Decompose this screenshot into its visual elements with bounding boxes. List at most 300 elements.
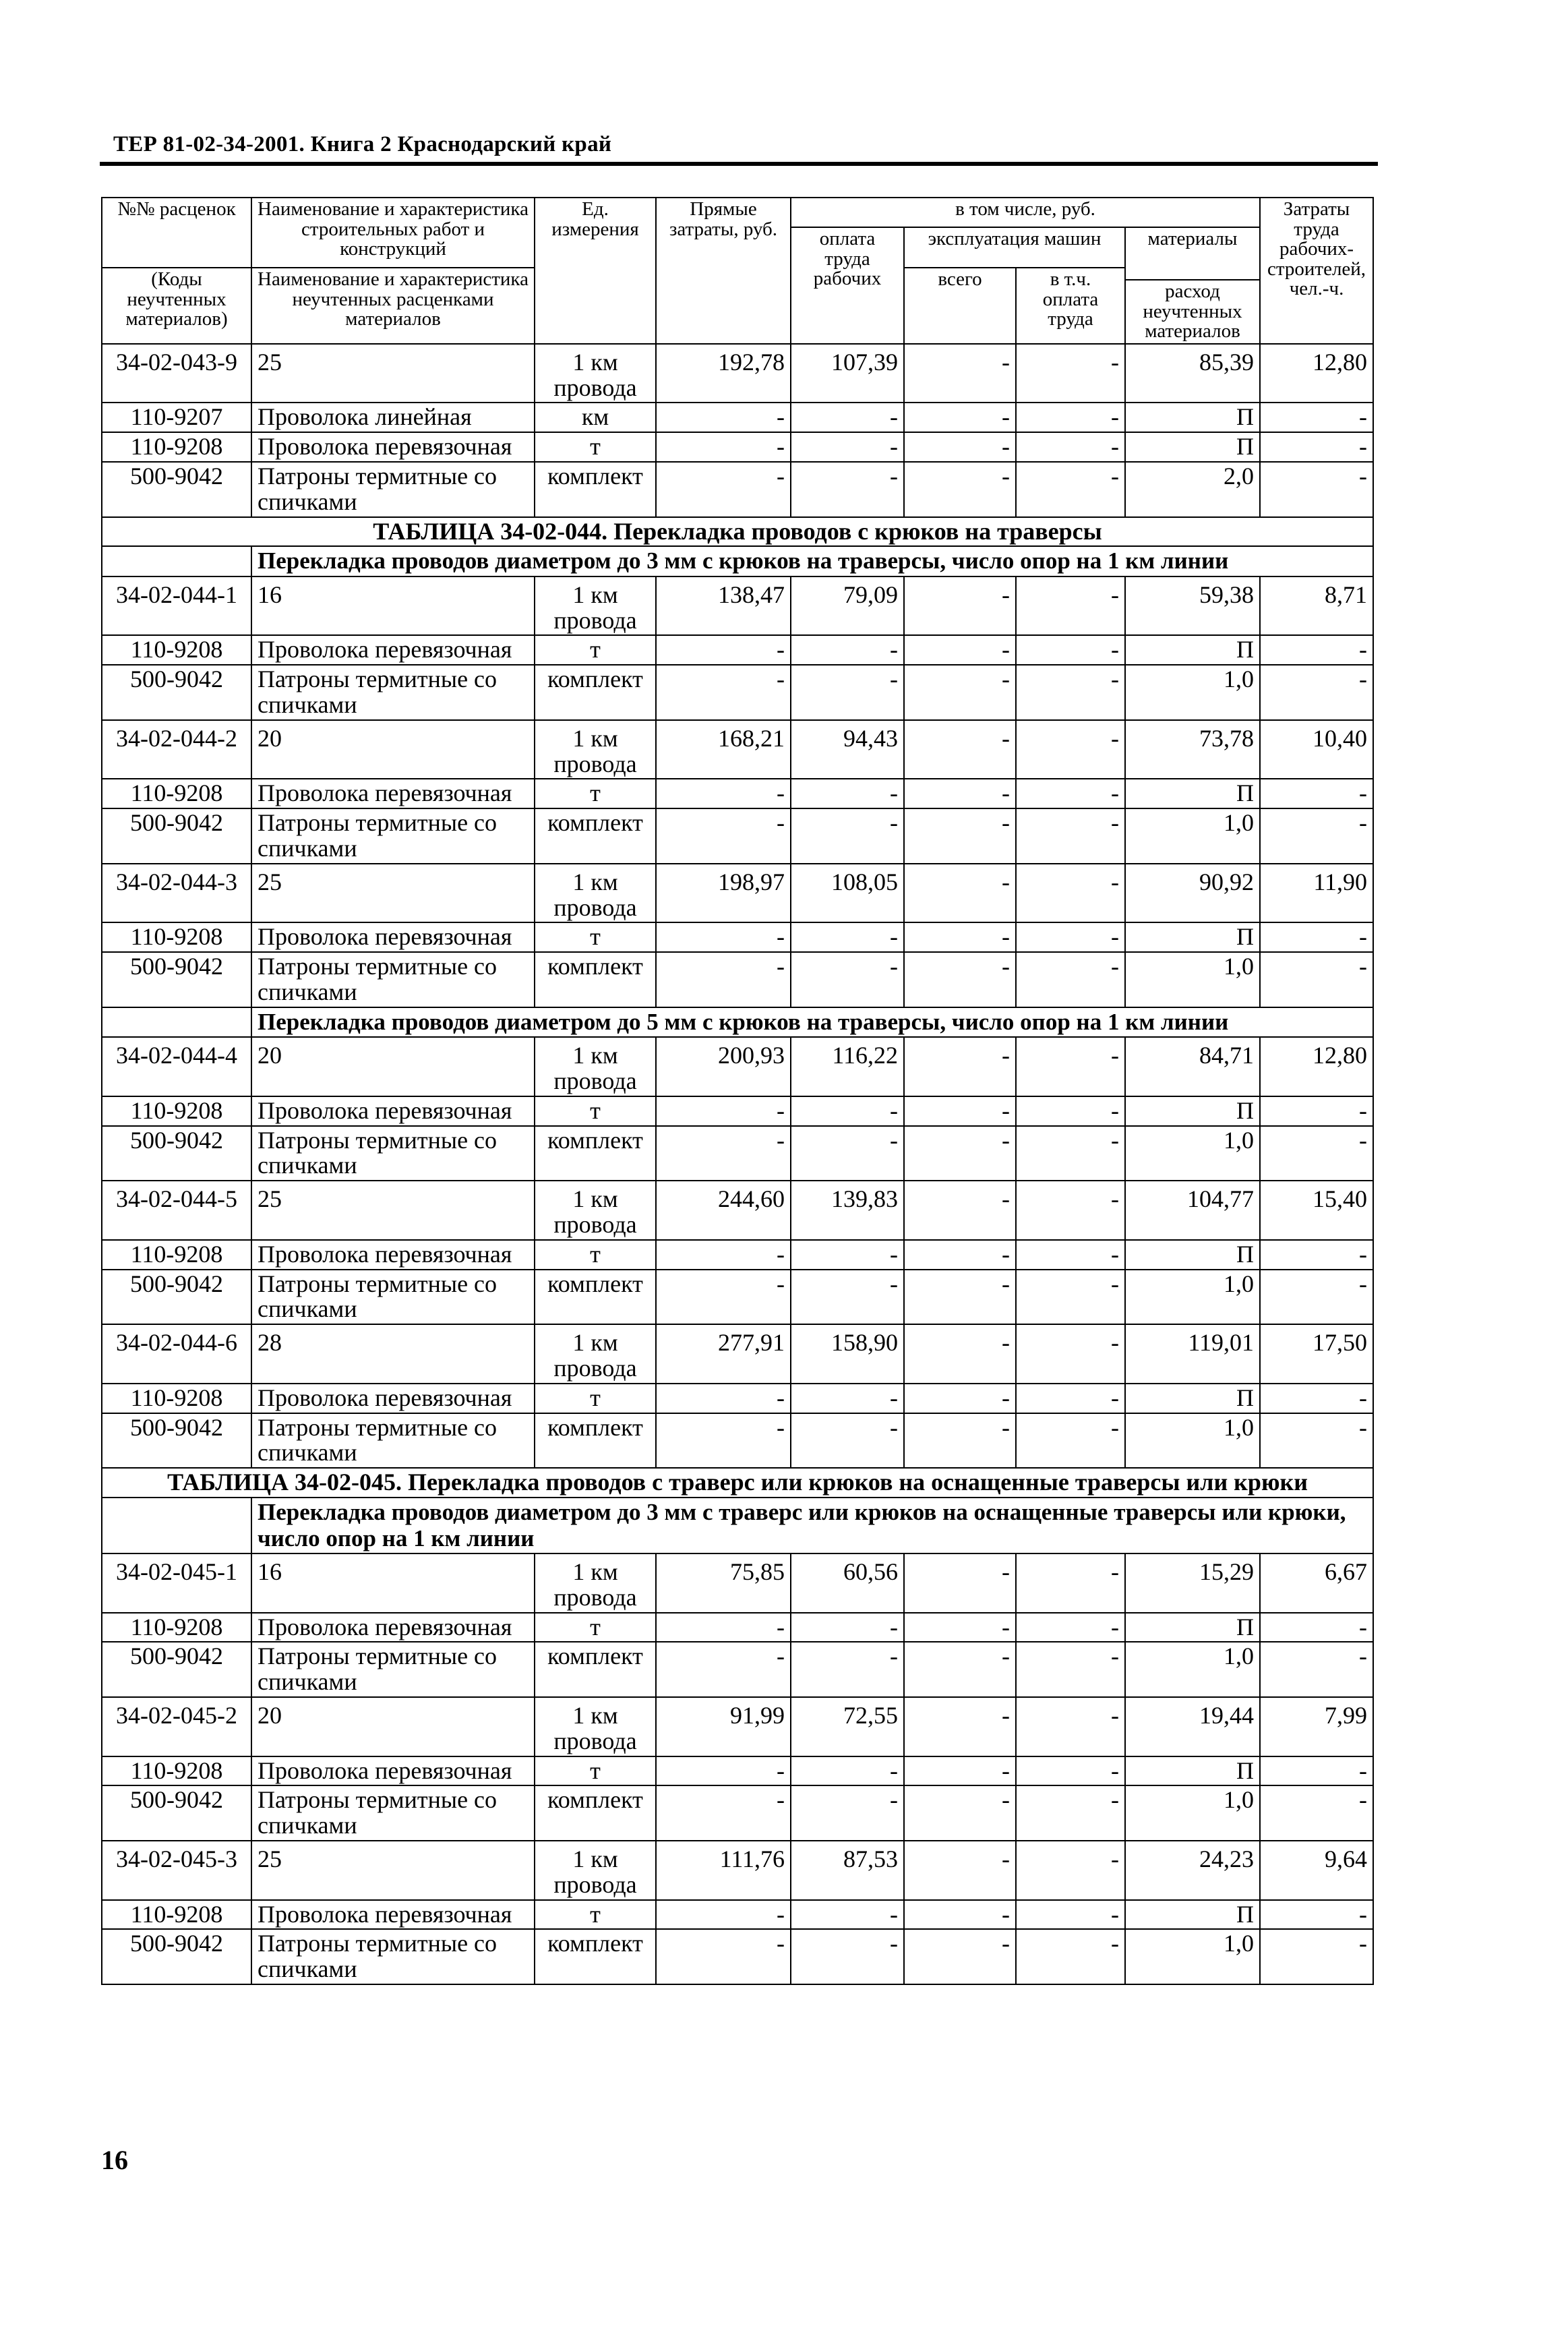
material-code: 500-9042 bbox=[102, 808, 251, 864]
machine-total-cell: - bbox=[904, 665, 1016, 720]
labor-cell: - bbox=[1260, 1126, 1373, 1181]
material-row bbox=[102, 462, 1373, 517]
header-materials-unaccounted: расход неучтенных материалов bbox=[1125, 280, 1260, 344]
material-code: 110-9208 bbox=[102, 1240, 251, 1270]
material-row bbox=[102, 922, 1373, 952]
header-machine-total: всего bbox=[904, 268, 1016, 344]
material-code: 110-9208 bbox=[102, 635, 251, 665]
wage-cell: - bbox=[791, 1240, 904, 1270]
machine-total-cell: - bbox=[904, 720, 1016, 779]
machine-wage-cell: - bbox=[1016, 403, 1125, 432]
material-code: 110-9208 bbox=[102, 1096, 251, 1126]
wage-cell: - bbox=[791, 1785, 904, 1841]
header-machine-wage: в т.ч. оплата труда bbox=[1016, 268, 1125, 344]
direct-cost-cell: 277,91 bbox=[656, 1324, 791, 1384]
machine-total-cell: - bbox=[904, 1697, 1016, 1756]
wage-cell: 87,53 bbox=[791, 1841, 904, 1900]
labor-cell: 10,40 bbox=[1260, 720, 1373, 779]
labor-cell: - bbox=[1260, 1096, 1373, 1126]
machine-wage-cell: - bbox=[1016, 864, 1125, 923]
unit-cell: комплект bbox=[535, 1785, 656, 1841]
material-row bbox=[102, 1900, 1373, 1930]
material-row bbox=[102, 665, 1373, 720]
labor-cell: - bbox=[1260, 922, 1373, 952]
machine-total-cell: - bbox=[904, 779, 1016, 808]
unit-cell: км bbox=[535, 403, 656, 432]
direct-cost-cell: 138,47 bbox=[656, 576, 791, 636]
material-name: Проволока перевязочная bbox=[251, 635, 535, 665]
blank-cell bbox=[102, 1007, 251, 1038]
material-name: Патроны термитные со спичками bbox=[251, 1785, 535, 1841]
material-name: Проволока перевязочная bbox=[251, 1240, 535, 1270]
wage-cell: - bbox=[791, 432, 904, 462]
rate-code: 34-02-045-3 bbox=[102, 1841, 251, 1900]
material-row bbox=[102, 952, 1373, 1007]
rate-code: 34-02-045-2 bbox=[102, 1697, 251, 1756]
machine-total-cell: - bbox=[904, 1756, 1016, 1786]
unit-cell: комплект bbox=[535, 1929, 656, 1984]
section-title-row bbox=[102, 1468, 1373, 1498]
material-code: 110-9208 bbox=[102, 432, 251, 462]
direct-cost-cell: - bbox=[656, 1900, 791, 1930]
rates-table bbox=[101, 197, 1374, 1985]
machine-wage-cell: - bbox=[1016, 1324, 1125, 1384]
unit-cell: 1 км провода bbox=[535, 1037, 656, 1096]
machine-wage-cell: - bbox=[1016, 1642, 1125, 1697]
machine-total-cell: - bbox=[904, 344, 1016, 403]
material-code: 110-9208 bbox=[102, 922, 251, 952]
labor-cell: - bbox=[1260, 432, 1373, 462]
wage-cell: - bbox=[791, 462, 904, 517]
material-name: Патроны термитные со спичками bbox=[251, 1929, 535, 1984]
material-code: 500-9042 bbox=[102, 1126, 251, 1181]
machine-wage-cell: - bbox=[1016, 1785, 1125, 1841]
material-name: Патроны термитные со спичками bbox=[251, 1126, 535, 1181]
section-title: ТАБЛИЦА 34-02-045. Перекладка проводов с траверс или крюков на оснащенные траверсы или крюки bbox=[102, 1468, 1373, 1498]
rate-name: 16 bbox=[251, 1553, 535, 1613]
materials-cell: 1,0 bbox=[1125, 1413, 1260, 1469]
direct-cost-cell: 200,93 bbox=[656, 1037, 791, 1096]
labor-cell: - bbox=[1260, 808, 1373, 864]
table-header bbox=[102, 198, 1373, 344]
material-code: 110-9208 bbox=[102, 1613, 251, 1642]
section-subtitle-row bbox=[102, 1498, 1373, 1553]
material-row bbox=[102, 1384, 1373, 1413]
rate-row bbox=[102, 1697, 1373, 1756]
material-row bbox=[102, 779, 1373, 808]
unit-cell: 1 км провода bbox=[535, 1181, 656, 1240]
direct-cost-cell: 91,99 bbox=[656, 1697, 791, 1756]
material-name: Патроны термитные со спичками bbox=[251, 808, 535, 864]
unit-cell: 1 км провода bbox=[535, 1841, 656, 1900]
labor-cell: - bbox=[1260, 1413, 1373, 1469]
machine-wage-cell: - bbox=[1016, 1697, 1125, 1756]
machine-total-cell: - bbox=[904, 1324, 1016, 1384]
machine-total-cell: - bbox=[904, 1181, 1016, 1240]
unit-cell: т bbox=[535, 1756, 656, 1786]
machine-wage-cell: - bbox=[1016, 922, 1125, 952]
machine-total-cell: - bbox=[904, 1126, 1016, 1181]
rate-code: 34-02-044-2 bbox=[102, 720, 251, 779]
material-row bbox=[102, 1929, 1373, 1984]
unit-cell: комплект bbox=[535, 952, 656, 1007]
unit-cell: т bbox=[535, 779, 656, 808]
materials-cell: 1,0 bbox=[1125, 808, 1260, 864]
rate-name: 25 bbox=[251, 344, 535, 403]
section-subtitle: Перекладка проводов диаметром до 3 мм с крюков на траверсы, число опор на 1 км линии bbox=[251, 546, 1373, 576]
rate-name: 25 bbox=[251, 1181, 535, 1240]
material-code: 110-9207 bbox=[102, 403, 251, 432]
wage-cell: 108,05 bbox=[791, 864, 904, 923]
machine-wage-cell: - bbox=[1016, 1384, 1125, 1413]
machine-total-cell: - bbox=[904, 462, 1016, 517]
section-subtitle-row bbox=[102, 1007, 1373, 1038]
materials-cell: П bbox=[1125, 1096, 1260, 1126]
machine-total-cell: - bbox=[904, 952, 1016, 1007]
unit-cell: 1 км провода bbox=[535, 344, 656, 403]
machine-wage-cell: - bbox=[1016, 1613, 1125, 1642]
rate-name: 20 bbox=[251, 1697, 535, 1756]
direct-cost-cell: - bbox=[656, 1613, 791, 1642]
header-materials-group: материалы bbox=[1125, 227, 1260, 280]
unit-cell: комплект bbox=[535, 1642, 656, 1697]
material-row bbox=[102, 808, 1373, 864]
direct-cost-cell: - bbox=[656, 922, 791, 952]
labor-cell: - bbox=[1260, 403, 1373, 432]
material-name: Проволока перевязочная bbox=[251, 922, 535, 952]
labor-cell: - bbox=[1260, 1240, 1373, 1270]
machine-total-cell: - bbox=[904, 808, 1016, 864]
direct-cost-cell: - bbox=[656, 1096, 791, 1126]
materials-cell: П bbox=[1125, 403, 1260, 432]
header-name-bottom: Наименование и характеристика неучтенных расценками материалов bbox=[251, 268, 535, 344]
direct-cost-cell: - bbox=[656, 1413, 791, 1469]
direct-cost-cell: 75,85 bbox=[656, 1553, 791, 1613]
material-name: Проволока перевязочная bbox=[251, 1756, 535, 1786]
wage-cell: - bbox=[791, 922, 904, 952]
materials-cell: 1,0 bbox=[1125, 665, 1260, 720]
materials-cell: П bbox=[1125, 1384, 1260, 1413]
unit-cell: т bbox=[535, 922, 656, 952]
direct-cost-cell: 111,76 bbox=[656, 1841, 791, 1900]
wage-cell: 79,09 bbox=[791, 576, 904, 636]
machine-wage-cell: - bbox=[1016, 1841, 1125, 1900]
blank-cell bbox=[102, 1498, 251, 1553]
direct-cost-cell: - bbox=[656, 1929, 791, 1984]
header-unit: Ед. измерения bbox=[535, 198, 656, 344]
material-name: Проволока перевязочная bbox=[251, 1613, 535, 1642]
material-name: Проволока перевязочная bbox=[251, 1096, 535, 1126]
unit-cell: комплект bbox=[535, 1413, 656, 1469]
materials-cell: П bbox=[1125, 779, 1260, 808]
machine-total-cell: - bbox=[904, 1240, 1016, 1270]
section-title: ТАБЛИЦА 34-02-044. Перекладка проводов с крюков на траверсы bbox=[102, 517, 1373, 547]
machine-wage-cell: - bbox=[1016, 1181, 1125, 1240]
rate-row bbox=[102, 344, 1373, 403]
machine-total-cell: - bbox=[904, 1096, 1016, 1126]
machine-total-cell: - bbox=[904, 1642, 1016, 1697]
unit-cell: 1 км провода bbox=[535, 720, 656, 779]
material-row bbox=[102, 1613, 1373, 1642]
materials-cell: 19,44 bbox=[1125, 1697, 1260, 1756]
header-direct-costs: Прямые затраты, руб. bbox=[656, 198, 791, 344]
unit-cell: т bbox=[535, 432, 656, 462]
wage-cell: - bbox=[791, 665, 904, 720]
rate-code: 34-02-044-6 bbox=[102, 1324, 251, 1384]
material-code: 500-9042 bbox=[102, 1413, 251, 1469]
header-wage: оплата труда рабочих bbox=[791, 227, 904, 344]
unit-cell: т bbox=[535, 1900, 656, 1930]
material-name: Проволока линейная bbox=[251, 403, 535, 432]
wage-cell: 72,55 bbox=[791, 1697, 904, 1756]
labor-cell: - bbox=[1260, 779, 1373, 808]
materials-cell: П bbox=[1125, 922, 1260, 952]
rate-row bbox=[102, 1181, 1373, 1240]
material-row bbox=[102, 1642, 1373, 1697]
machine-wage-cell: - bbox=[1016, 576, 1125, 636]
unit-cell: т bbox=[535, 635, 656, 665]
labor-cell: - bbox=[1260, 462, 1373, 517]
machine-wage-cell: - bbox=[1016, 1413, 1125, 1469]
machine-wage-cell: - bbox=[1016, 635, 1125, 665]
machine-wage-cell: - bbox=[1016, 720, 1125, 779]
materials-cell: П bbox=[1125, 432, 1260, 462]
materials-cell: 90,92 bbox=[1125, 864, 1260, 923]
rate-row bbox=[102, 1841, 1373, 1900]
rate-code: 34-02-044-3 bbox=[102, 864, 251, 923]
direct-cost-cell: - bbox=[656, 462, 791, 517]
wage-cell: - bbox=[791, 808, 904, 864]
material-name: Патроны термитные со спичками bbox=[251, 1270, 535, 1325]
rate-row bbox=[102, 864, 1373, 923]
labor-cell: 12,80 bbox=[1260, 344, 1373, 403]
rate-code: 34-02-044-4 bbox=[102, 1037, 251, 1096]
rate-row bbox=[102, 1037, 1373, 1096]
direct-cost-cell: 168,21 bbox=[656, 720, 791, 779]
header-name-top: Наименование и характеристика строительных работ и конструкций bbox=[251, 198, 535, 268]
machine-wage-cell: - bbox=[1016, 1240, 1125, 1270]
labor-cell: 6,67 bbox=[1260, 1553, 1373, 1613]
material-name: Патроны термитные со спичками bbox=[251, 1413, 535, 1469]
unit-cell: 1 км провода bbox=[535, 1553, 656, 1613]
machine-total-cell: - bbox=[904, 1613, 1016, 1642]
header-code-top: №№ расценок bbox=[102, 198, 251, 268]
machine-wage-cell: - bbox=[1016, 1126, 1125, 1181]
direct-cost-cell: - bbox=[656, 1270, 791, 1325]
machine-wage-cell: - bbox=[1016, 1553, 1125, 1613]
material-code: 500-9042 bbox=[102, 1642, 251, 1697]
material-code: 500-9042 bbox=[102, 1929, 251, 1984]
machine-wage-cell: - bbox=[1016, 952, 1125, 1007]
materials-cell: 1,0 bbox=[1125, 1929, 1260, 1984]
wage-cell: - bbox=[791, 1413, 904, 1469]
material-code: 500-9042 bbox=[102, 462, 251, 517]
machine-total-cell: - bbox=[904, 922, 1016, 952]
materials-cell: 119,01 bbox=[1125, 1324, 1260, 1384]
wage-cell: 158,90 bbox=[791, 1324, 904, 1384]
material-row bbox=[102, 1413, 1373, 1469]
direct-cost-cell: - bbox=[656, 808, 791, 864]
machine-wage-cell: - bbox=[1016, 779, 1125, 808]
material-code: 500-9042 bbox=[102, 1785, 251, 1841]
material-name: Патроны термитные со спичками bbox=[251, 665, 535, 720]
material-name: Проволока перевязочная bbox=[251, 779, 535, 808]
materials-cell: П bbox=[1125, 1240, 1260, 1270]
wage-cell: 116,22 bbox=[791, 1037, 904, 1096]
rate-name: 28 bbox=[251, 1324, 535, 1384]
unit-cell: 1 км провода bbox=[535, 1324, 656, 1384]
wage-cell: - bbox=[791, 403, 904, 432]
unit-cell: комплект bbox=[535, 1126, 656, 1181]
material-row bbox=[102, 1785, 1373, 1841]
machine-wage-cell: - bbox=[1016, 1756, 1125, 1786]
unit-cell: комплект bbox=[535, 808, 656, 864]
materials-cell: 1,0 bbox=[1125, 1785, 1260, 1841]
rate-row bbox=[102, 720, 1373, 779]
direct-cost-cell: - bbox=[656, 1756, 791, 1786]
materials-cell: 104,77 bbox=[1125, 1181, 1260, 1240]
machine-total-cell: - bbox=[904, 635, 1016, 665]
wage-cell: 139,83 bbox=[791, 1181, 904, 1240]
machine-total-cell: - bbox=[904, 1900, 1016, 1930]
material-code: 500-9042 bbox=[102, 952, 251, 1007]
wage-cell: - bbox=[791, 1384, 904, 1413]
unit-cell: комплект bbox=[535, 1270, 656, 1325]
materials-cell: 1,0 bbox=[1125, 1642, 1260, 1697]
material-name: Патроны термитные со спичками bbox=[251, 1642, 535, 1697]
labor-cell: - bbox=[1260, 1613, 1373, 1642]
material-code: 110-9208 bbox=[102, 779, 251, 808]
direct-cost-cell: - bbox=[656, 1240, 791, 1270]
document-header: ТЕР 81-02-34-2001. Книга 2 Краснодарский край bbox=[113, 132, 612, 156]
labor-cell: - bbox=[1260, 635, 1373, 665]
labor-cell: 7,99 bbox=[1260, 1697, 1373, 1756]
machine-total-cell: - bbox=[904, 1384, 1016, 1413]
material-name: Проволока перевязочная bbox=[251, 1384, 535, 1413]
material-name: Патроны термитные со спичками bbox=[251, 952, 535, 1007]
material-row bbox=[102, 1126, 1373, 1181]
machine-total-cell: - bbox=[904, 1929, 1016, 1984]
material-code: 110-9208 bbox=[102, 1384, 251, 1413]
material-row bbox=[102, 403, 1373, 432]
materials-cell: П bbox=[1125, 1756, 1260, 1786]
direct-cost-cell: - bbox=[656, 1642, 791, 1697]
direct-cost-cell: - bbox=[656, 635, 791, 665]
header-code-bottom: (Коды неучтенных материалов) bbox=[102, 268, 251, 344]
direct-cost-cell: - bbox=[656, 403, 791, 432]
materials-cell: 15,29 bbox=[1125, 1553, 1260, 1613]
section-subtitle: Перекладка проводов диаметром до 5 мм с крюков на траверсы, число опор на 1 км линии bbox=[251, 1007, 1373, 1038]
material-row bbox=[102, 1756, 1373, 1786]
materials-cell: 1,0 bbox=[1125, 1270, 1260, 1325]
rate-code: 34-02-043-9 bbox=[102, 344, 251, 403]
direct-cost-cell: - bbox=[656, 1384, 791, 1413]
section-subtitle-row bbox=[102, 546, 1373, 576]
wage-cell: 94,43 bbox=[791, 720, 904, 779]
labor-cell: - bbox=[1260, 1929, 1373, 1984]
materials-cell: П bbox=[1125, 1900, 1260, 1930]
labor-cell: - bbox=[1260, 1900, 1373, 1930]
labor-cell: - bbox=[1260, 952, 1373, 1007]
wage-cell: 107,39 bbox=[791, 344, 904, 403]
materials-cell: 85,39 bbox=[1125, 344, 1260, 403]
rate-row bbox=[102, 576, 1373, 636]
materials-cell: 73,78 bbox=[1125, 720, 1260, 779]
direct-cost-cell: - bbox=[656, 1785, 791, 1841]
direct-cost-cell: - bbox=[656, 665, 791, 720]
materials-cell: П bbox=[1125, 1613, 1260, 1642]
labor-cell: - bbox=[1260, 1785, 1373, 1841]
materials-cell: П bbox=[1125, 635, 1260, 665]
material-name: Проволока перевязочная bbox=[251, 1900, 535, 1930]
wage-cell: - bbox=[791, 635, 904, 665]
labor-cell: - bbox=[1260, 665, 1373, 720]
labor-cell: 8,71 bbox=[1260, 576, 1373, 636]
materials-cell: 59,38 bbox=[1125, 576, 1260, 636]
labor-cell: 17,50 bbox=[1260, 1324, 1373, 1384]
unit-cell: 1 км провода bbox=[535, 576, 656, 636]
material-name: Проволока перевязочная bbox=[251, 432, 535, 462]
unit-cell: 1 км провода bbox=[535, 1697, 656, 1756]
rate-name: 20 bbox=[251, 1037, 535, 1096]
wage-cell: - bbox=[791, 1642, 904, 1697]
wage-cell: - bbox=[791, 1900, 904, 1930]
direct-cost-cell: - bbox=[656, 432, 791, 462]
machine-wage-cell: - bbox=[1016, 1929, 1125, 1984]
labor-cell: - bbox=[1260, 1756, 1373, 1786]
unit-cell: т bbox=[535, 1096, 656, 1126]
material-row bbox=[102, 1096, 1373, 1126]
labor-cell: 9,64 bbox=[1260, 1841, 1373, 1900]
wage-cell: - bbox=[791, 1270, 904, 1325]
blank-cell bbox=[102, 546, 251, 576]
wage-cell: - bbox=[791, 779, 904, 808]
labor-cell: - bbox=[1260, 1642, 1373, 1697]
direct-cost-cell: 198,97 bbox=[656, 864, 791, 923]
rate-name: 25 bbox=[251, 1841, 535, 1900]
section-subtitle: Перекладка проводов диаметром до 3 мм с траверс или крюков на оснащенные траверсы или крюки, число опор на 1 км линии bbox=[251, 1498, 1373, 1553]
machine-wage-cell: - bbox=[1016, 665, 1125, 720]
machine-wage-cell: - bbox=[1016, 1900, 1125, 1930]
material-name: Патроны термитные со спичками bbox=[251, 462, 535, 517]
materials-cell: 84,71 bbox=[1125, 1037, 1260, 1096]
materials-cell: 1,0 bbox=[1125, 952, 1260, 1007]
unit-cell: т bbox=[535, 1384, 656, 1413]
machine-wage-cell: - bbox=[1016, 462, 1125, 517]
machine-wage-cell: - bbox=[1016, 1096, 1125, 1126]
rate-name: 16 bbox=[251, 576, 535, 636]
direct-cost-cell: 244,60 bbox=[656, 1181, 791, 1240]
machine-total-cell: - bbox=[904, 432, 1016, 462]
direct-cost-cell: 192,78 bbox=[656, 344, 791, 403]
rate-row bbox=[102, 1553, 1373, 1613]
machine-wage-cell: - bbox=[1016, 1037, 1125, 1096]
section-title-row bbox=[102, 517, 1373, 547]
wage-cell: - bbox=[791, 1756, 904, 1786]
unit-cell: т bbox=[535, 1613, 656, 1642]
direct-cost-cell: - bbox=[656, 952, 791, 1007]
wage-cell: - bbox=[791, 1929, 904, 1984]
labor-cell: 11,90 bbox=[1260, 864, 1373, 923]
labor-cell: - bbox=[1260, 1384, 1373, 1413]
unit-cell: т bbox=[535, 1240, 656, 1270]
materials-cell: 24,23 bbox=[1125, 1841, 1260, 1900]
rate-name: 20 bbox=[251, 720, 535, 779]
labor-cell: 15,40 bbox=[1260, 1181, 1373, 1240]
unit-cell: комплект bbox=[535, 665, 656, 720]
material-code: 110-9208 bbox=[102, 1756, 251, 1786]
machine-total-cell: - bbox=[904, 864, 1016, 923]
